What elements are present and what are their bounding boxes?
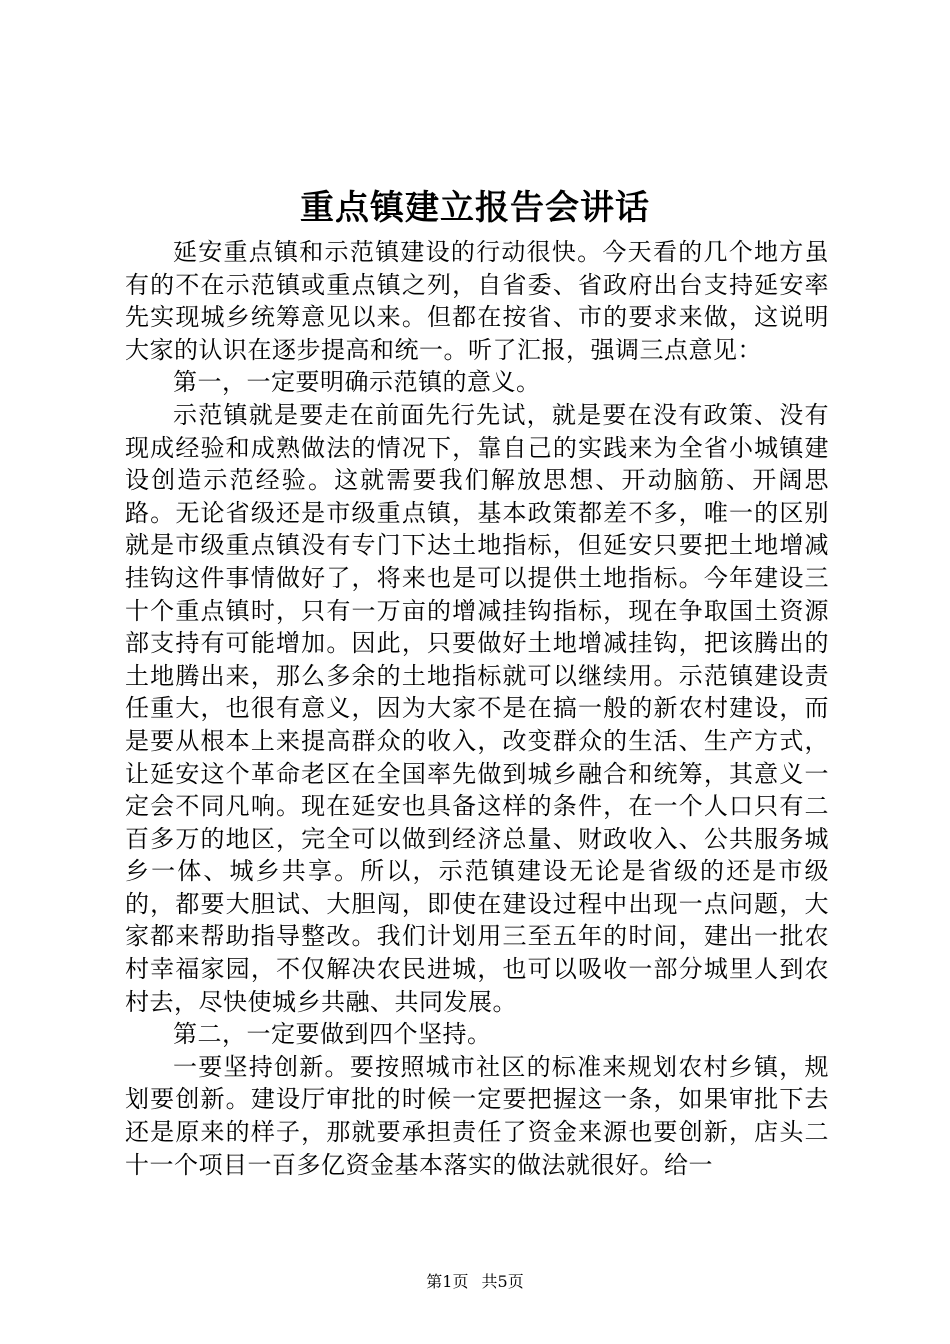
page-total: 共5页: [481, 1272, 524, 1291]
paragraph-innovation: 一要坚持创新。要按照城市社区的标准来规划农村乡镇，规划要创新。建设厅审批的时候一定要把握这一条，如果审批下去还是原来的样子，那就要承担责任了资金来源也要创新，店头二十一个项目一百多亿资金基本落实的做法就很好。给一: [125, 1052, 829, 1179]
paragraph-heading-first: 第一，一定要明确示范镇的意义。: [173, 368, 541, 397]
document-body: [125, 236, 829, 1181]
page-footer: [0, 1272, 950, 1292]
paragraph-heading-second: 第二，一定要做到四个坚持。: [173, 1020, 492, 1049]
document-title: 重点镇建立报告会讲话: [300, 188, 650, 228]
page-number: 第1页: [426, 1272, 469, 1291]
paragraph-intro: 延安重点镇和示范镇建设的行动很快。今天看的几个地方虽有的不在示范镇或重点镇之列，自省委、省政府出台支持延安率先实现城乡统筹意见以来。但都在按省、市的要求来做，这说明大家的认识在逐步提高和统一。听了汇报，强调三点意见：: [125, 238, 829, 364]
paragraph-demonstration-town: 示范镇就是要走在前面先行先试，就是要在没有政策、没有现成经验和成熟做法的情况下，靠自己的实践来为全省小城镇建设创造示范经验。这就需要我们解放思想、开动脑筋、开阔思路。无论省级还是市级重点镇，基本政策都差不多，唯一的区别就是市级重点镇没有专门下达土地指标，但延安只要把土地增减挂钩这件事情做好了，将来也是可以提供土地指标。今年建设三十个重点镇时，只有一万亩的增减挂钩指标，现在争取国土资源部支持有可能增加。因此，只要做好土地增减挂钩，把该腾出的土地腾出来，那么多余的土地指标就可以继续用。示范镇建设责任重大，也很有意义，因为大家不是在搞一般的新农村建设，而是要从根本上来提高群众的收入，改变群众的生活、生产方式，让延安这个革命老区在全国率先做到城乡融合和统筹，其意义一定会不同凡响。现在延安也具备这样的条件，在一个人口只有二百多万的地区，完全可以做到经济总量、财政收入、公共服务城乡一体、城乡共享。所以，示范镇建设无论是省级的还是市级的，都要大胆试、大胆闯，即使在建设过程中出现一点问题，大家都来帮助指导整改。我们计划用三至五年的时间，建出一批农村幸福家园，不仅解决农民进城，也可以吸收一部分城里人到农村去，尽快使城乡共融、共同发展。: [125, 400, 829, 1016]
